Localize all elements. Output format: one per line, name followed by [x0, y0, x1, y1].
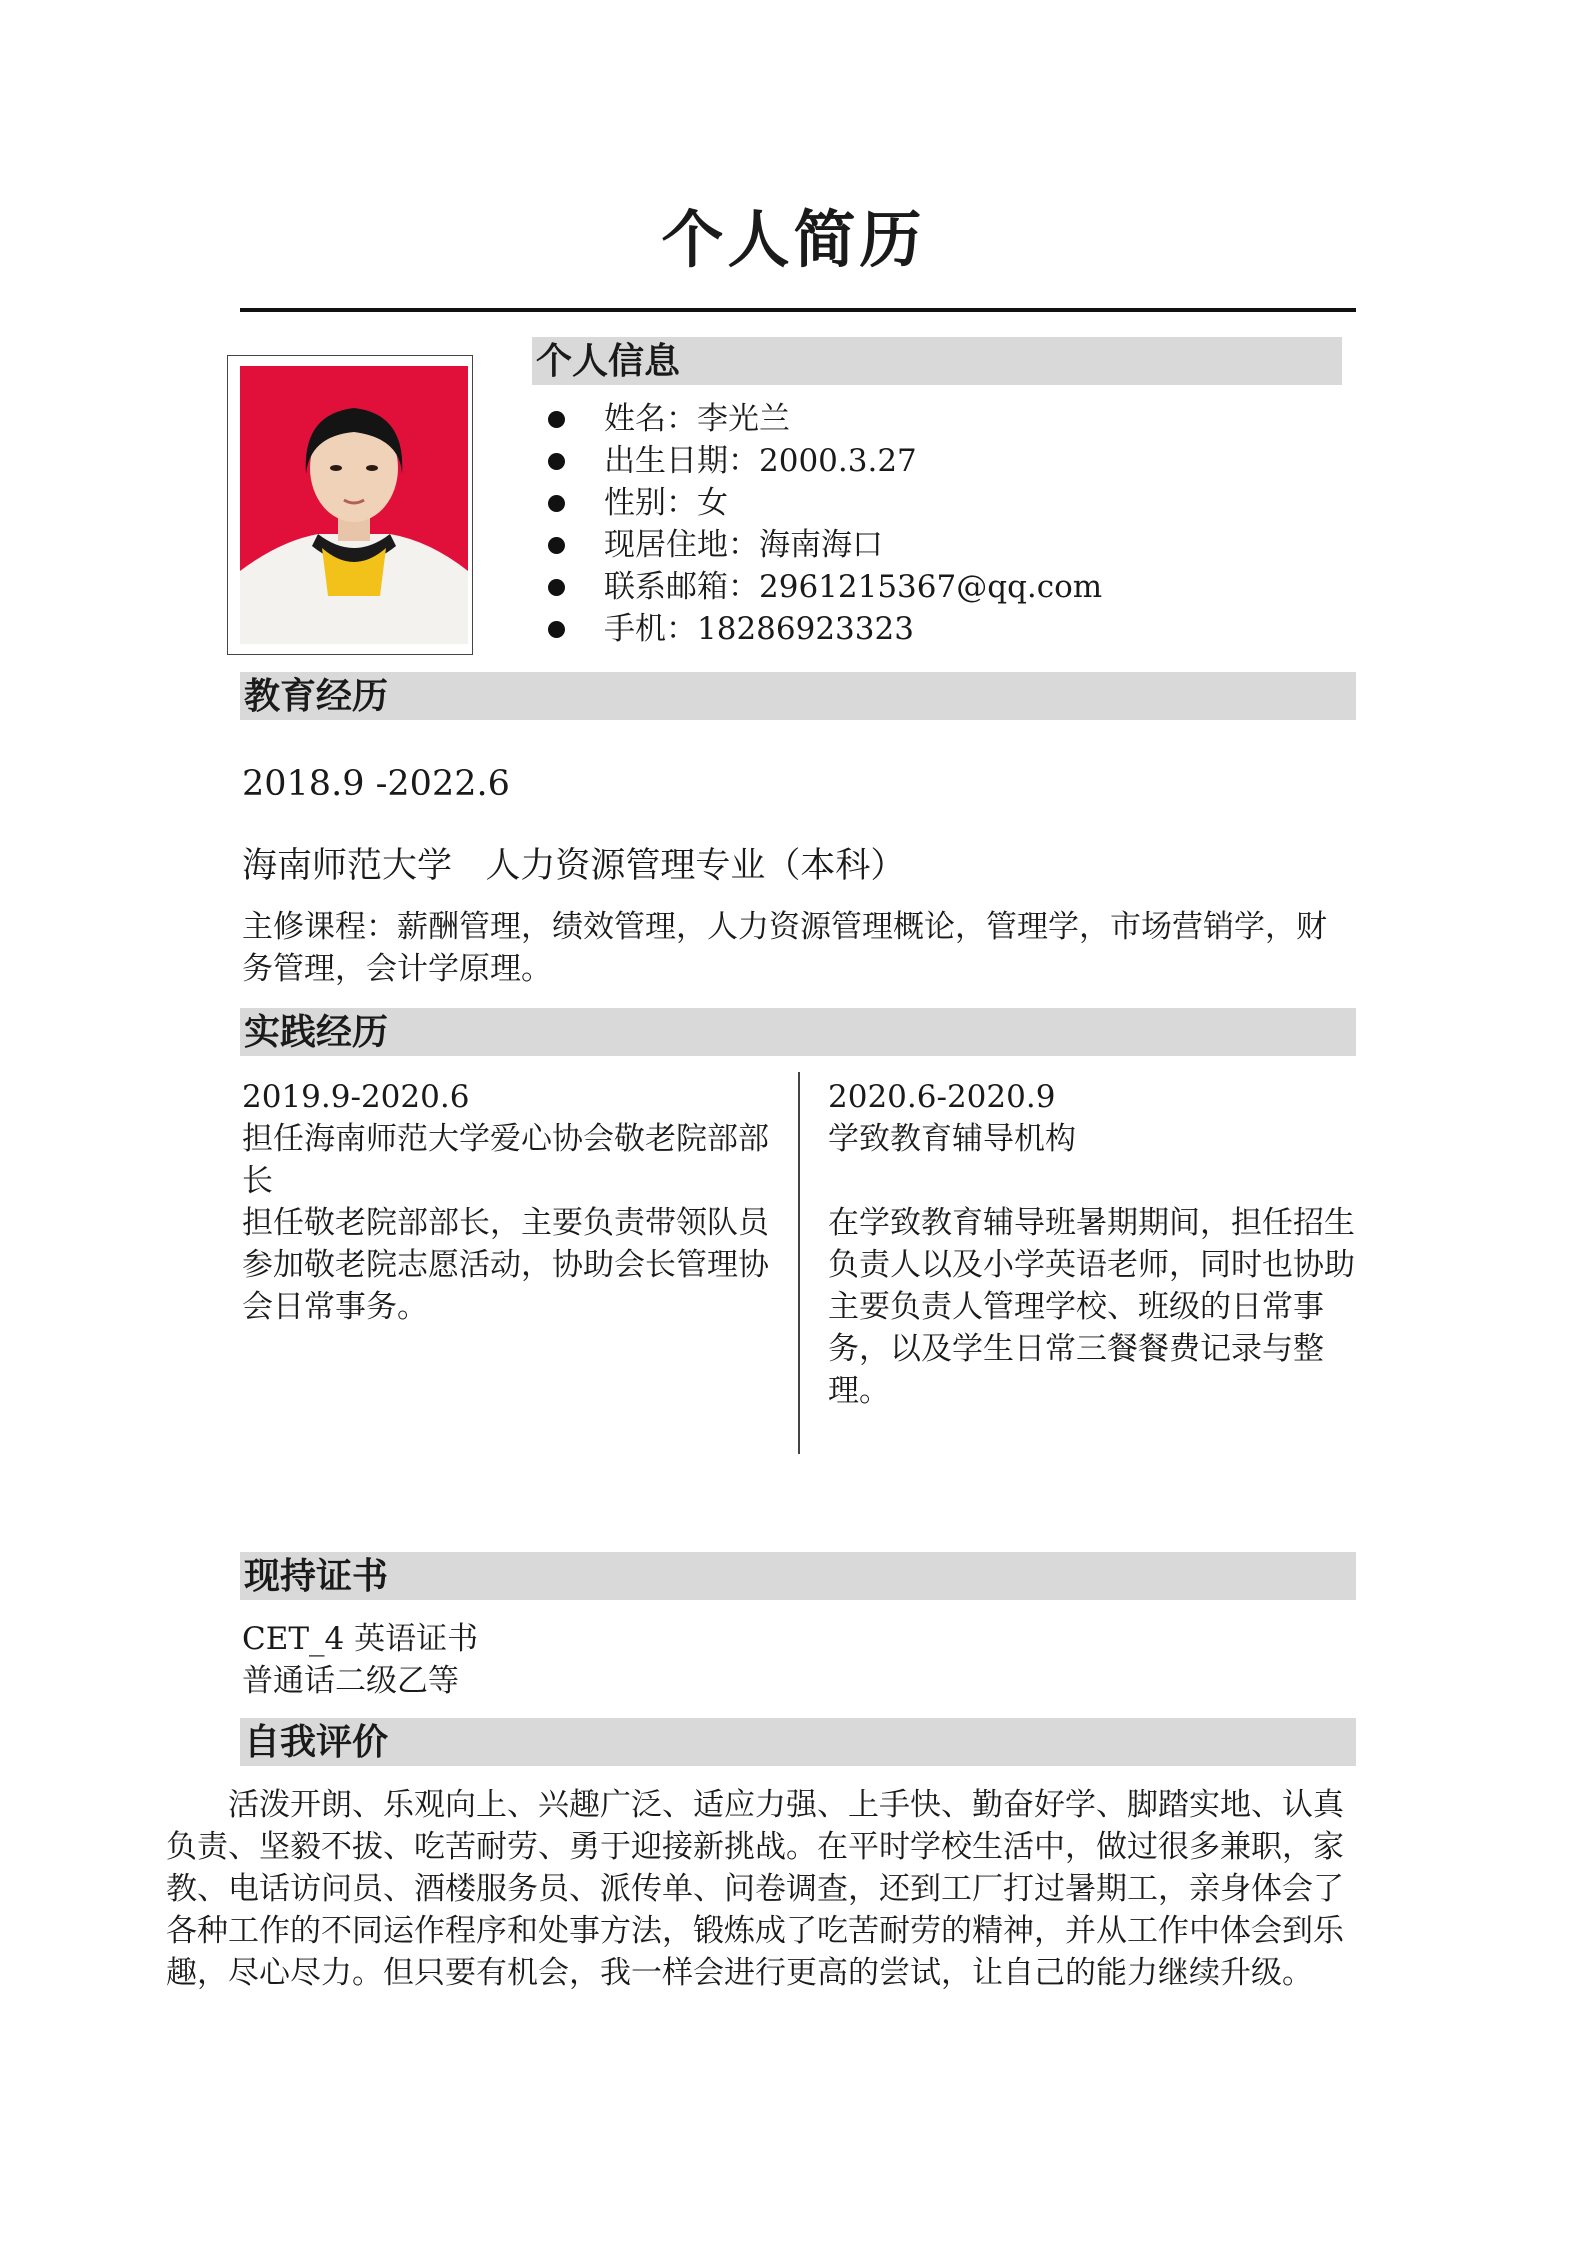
certs-heading: 现持证书 [240, 1552, 1356, 1600]
education-school: 海南师范大学 人力资源管理专业（本科） [242, 846, 906, 886]
info-email: 联系邮箱：2961215367@qq.com [540, 566, 1360, 608]
personal-info-heading: 个人信息 [532, 337, 1342, 385]
self-eval-heading: 自我评价 [240, 1718, 1356, 1766]
practice-right [828, 1076, 1358, 1412]
certs-list [242, 1618, 478, 1702]
education-period: 2018.9 -2022.6 [242, 764, 510, 804]
cert-item: CET_4 英语证书 [242, 1621, 479, 1657]
cert-item: 普通话二级乙等 [242, 1663, 459, 1699]
title-rule [240, 308, 1356, 312]
practice-right-title: 学致教育辅导机构 [828, 1121, 1076, 1157]
info-birthdate: 出生日期：2000.3.27 [540, 440, 1360, 482]
personal-info-list [540, 398, 1360, 650]
self-eval-text: 活泼开朗、乐观向上、兴趣广泛、适应力强、上手快、勤奋好学、脚踏实地、认真负责、坚毅不拔、吃苦耐劳、勇于迎接新挑战。在平时学校生活中，做过很多兼职，家教、电话访问员、酒楼服务员、派传单、问卷调查，还到工厂打过暑期工，亲身体会了各种工作的不同运作程序和处事方法，锻炼成了吃苦耐劳的精神，并从工作中体会到乐趣，尽心尽力。但只要有机会，我一样会进行更高的尝试，让自己的能力继续升级。 [166, 1787, 1344, 1991]
info-gender: 性别：女 [540, 482, 1360, 524]
info-phone: 手机：18286923323 [540, 608, 1360, 650]
portrait-image [240, 366, 468, 644]
practice-left-period: 2019.9-2020.6 [242, 1079, 470, 1115]
education-heading: 教育经历 [240, 672, 1356, 720]
info-residence: 现居住地：海南海口 [540, 524, 1360, 566]
practice-right-desc: 在学致教育辅导班暑期期间，担任招生负责人以及小学英语老师，同时也协助主要负责人管理学校、班级的日常事务，以及学生日常三餐餐费记录与整理。 [828, 1205, 1355, 1409]
info-name: 姓名：李光兰 [540, 398, 1360, 440]
profile-photo [227, 355, 473, 655]
education-courses: 主修课程：薪酬管理，绩效管理，人力资源管理概论，管理学，市场营销学，财务管理，会计学原理。 [242, 909, 1327, 987]
practice-right-period: 2020.6-2020.9 [828, 1079, 1056, 1115]
practice-left [242, 1076, 772, 1328]
page-title: 个人简历 [661, 203, 926, 276]
practice-left-title: 担任海南师范大学爱心协会敬老院部部长 [242, 1121, 769, 1199]
practice-divider [798, 1072, 800, 1454]
practice-heading: 实践经历 [240, 1008, 1356, 1056]
practice-left-desc: 担任敬老院部部长，主要负责带领队员参加敬老院志愿活动，协助会长管理协会日常事务。 [242, 1205, 769, 1325]
